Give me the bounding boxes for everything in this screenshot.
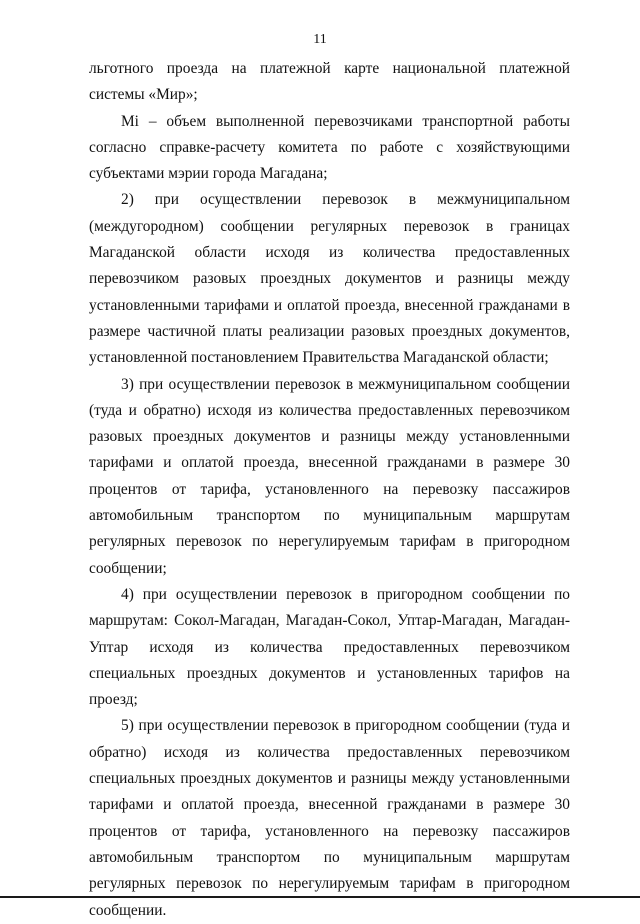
- paragraph-continuation: льготного проезда на платежной карте национальной платежной системы «Мир»;: [89, 60, 570, 104]
- paragraph-mi-definition: Mi – объем выполненной перевозчиками транспортной работы согласно справке-расчету комитета по работе с хозяйствующими субъектами мэрии города Магадана;: [89, 112, 570, 183]
- paragraph-item-2: 2) при осуществлении перевозок в межмуниципальном (междугородном) сообщении регулярных перевозок в границах Магаданской области исходя из количества предоставленных перевозчиком разовых проездных документов и разницы между установленными тарифами и оплатой проезда, внесенной гражданами в размере частичной платы реализации разовых проездных документов, установленной постановлением Правительства Магаданской области;: [89, 191, 570, 367]
- scan-edge-line: [0, 896, 640, 898]
- paragraph-item-5: 5) при осуществлении перевозок в пригородном сообщении (туда и обратно) исходя из количества предоставленных перевозчиком специальных проездных документов и разницы между установленными тарифами и оплатой проезда, внесенной гражданами в размере 30 процентов от тарифа, установленного на перевозку пассажиров автомобильным транспортом по муниципальным маршрутам регулярных перевозок по нерегулируемым тарифам в пригородном сообщении.: [89, 717, 570, 919]
- paragraph-item-4: 4) при осуществлении перевозок в пригородном сообщении по маршрутам: Сокол-Магадан, Магадан-Сокол, Уптар-Магадан, Магадан-Уптар исходя из количества предоставленных перевозчиком специальных проездных документов и установленных тарифов на проезд;: [89, 585, 570, 709]
- page-number: 11: [313, 32, 327, 47]
- document-body: [89, 56, 570, 924]
- paragraph-item-3: 3) при осуществлении перевозок в межмуниципальном сообщении (туда и обратно) исходя из количества предоставленных перевозчиком разовых проездных документов и разницы между установленными тарифами и оплатой проезда, внесенной гражданами в размере 30 процентов от тарифа, установленного на перевозку пассажиров автомобильным транспортом по муниципальным маршрутам регулярных перевозок по нерегулируемым тарифам в пригородном сообщении;: [89, 375, 570, 577]
